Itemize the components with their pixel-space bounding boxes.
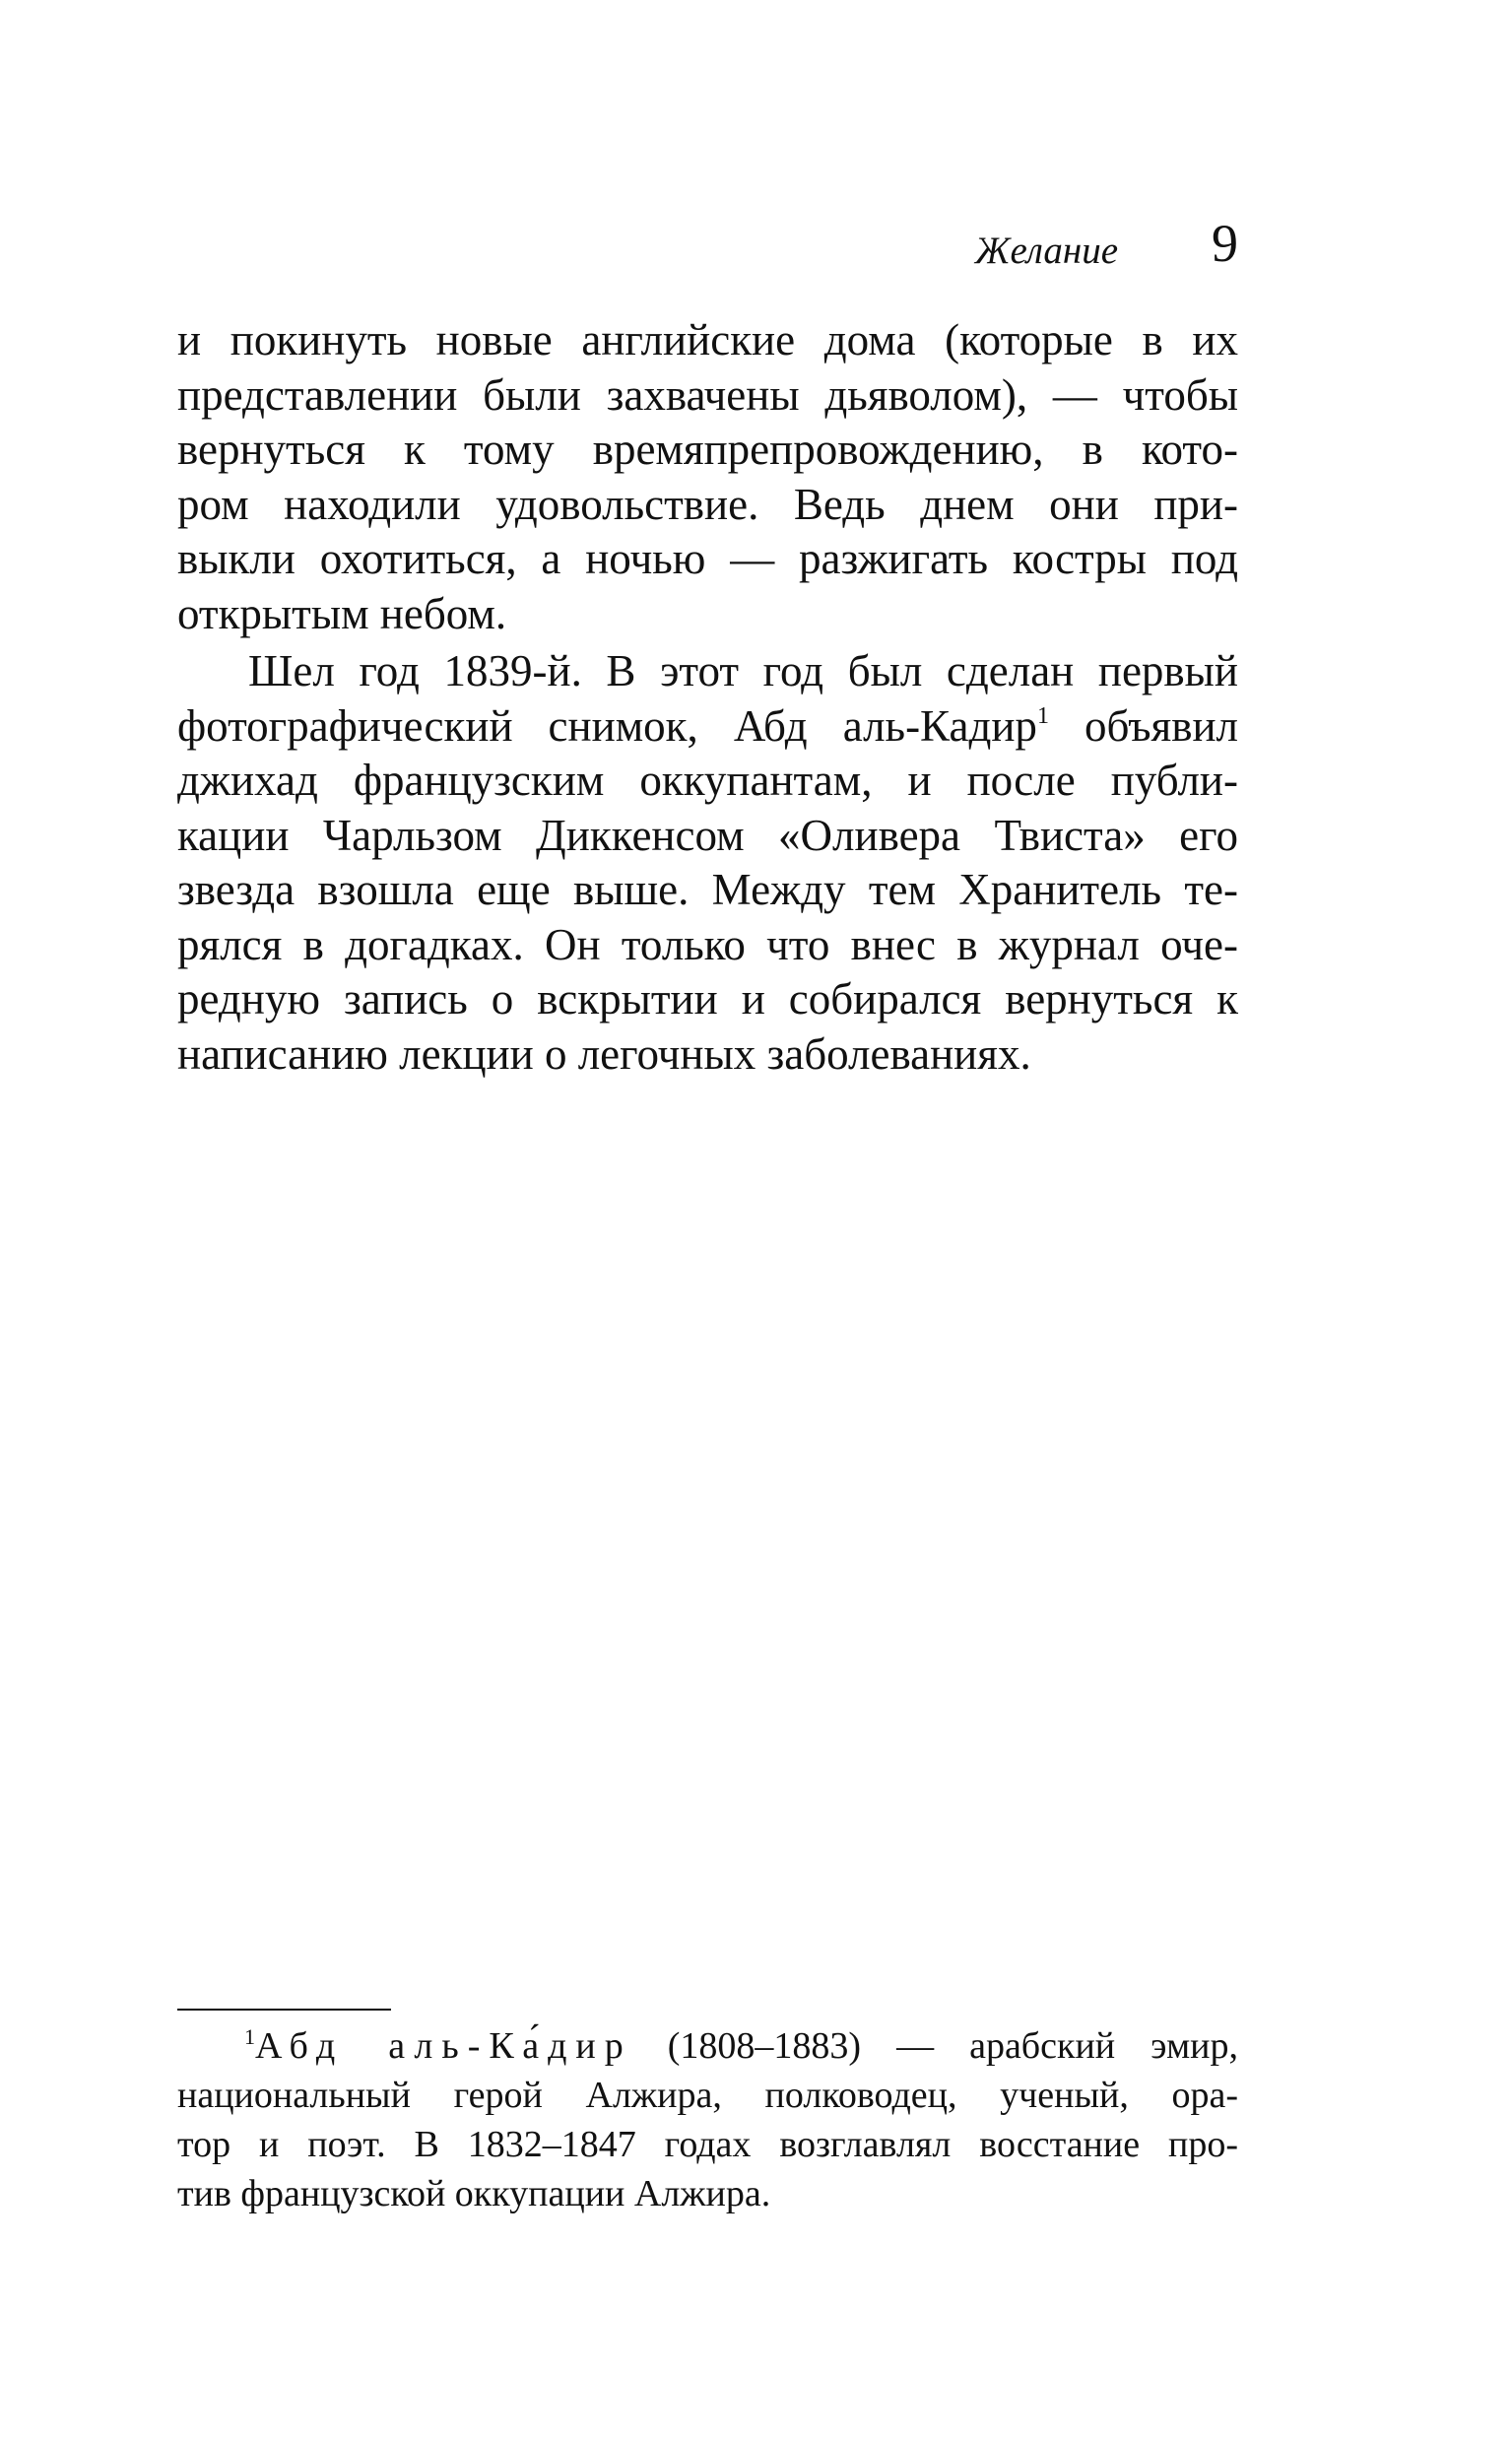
footnote-mark: 1: [244, 2024, 255, 2049]
page-number: 9: [1212, 214, 1238, 273]
text-line: звезда взошла еще выше. Между тем Хранитель те-: [177, 865, 1238, 914]
body-text: [177, 313, 1238, 1082]
text-line: написанию лекции о легочных заболеваниях.: [177, 1028, 1031, 1079]
paragraph-2: [177, 644, 1238, 1082]
text-line: и покинуть новые английские дома (которые в их: [177, 315, 1238, 364]
running-header: [177, 209, 1238, 280]
footnote-name: Абд аль-Ка́дир: [255, 2025, 632, 2067]
text-line: ром находили удовольствие. Ведь днем они при-: [177, 479, 1238, 529]
text-fragment: объявил: [1048, 700, 1238, 751]
footnote-line: [177, 2021, 1238, 2071]
footnote-divider: [177, 2009, 391, 2011]
text-line: открытым небом.: [177, 588, 507, 638]
text-line: выкли охотиться, а ночью — разжигать костры под: [177, 534, 1238, 583]
text-line: джихад французским оккупантам, и после публи-: [177, 756, 1238, 805]
footnote: [177, 2021, 1238, 2218]
text-line: рялся в догадках. Он только что внес в журнал оче-: [177, 919, 1238, 969]
text-line: кации Чарльзом Диккенсом «Оливера Твиста» его: [177, 810, 1238, 860]
footnote-reference: 1: [1036, 702, 1049, 729]
footnote-line: тор и поэт. В 1832–1847 годах возглавлял восстание про-: [177, 2124, 1238, 2165]
text-fragment: фотографический снимок, Абд аль-Кадир: [177, 700, 1037, 751]
text-fragment: (1808–1883) — арабский эмир,: [631, 2025, 1238, 2067]
footnote-line: национальный герой Алжира, полководец, ученый, ора-: [177, 2075, 1238, 2116]
running-title: Желание: [974, 230, 1118, 272]
text-line: представлении были захвачены дьяволом), — чтобы: [177, 369, 1238, 420]
paragraph-1: [177, 313, 1238, 641]
text-line: редную запись о вскрытии и собирался вернуться к: [177, 974, 1238, 1023]
text-line: вернуться к тому времяпрепровождению, в кото-: [177, 425, 1238, 474]
text-line: [177, 699, 1238, 755]
footnote-line: тив французской оккупации Алжира.: [177, 2173, 771, 2214]
text-line: Шел год 1839-й. В этот год был сделан первый: [248, 646, 1238, 695]
